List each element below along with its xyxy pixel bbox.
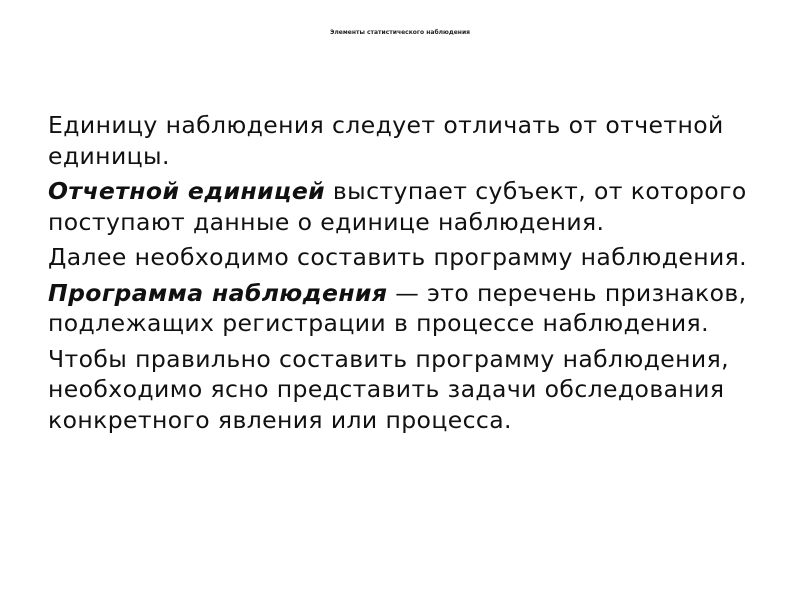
paragraph-reporting-unit [48,176,748,237]
paragraph-program-tasks [48,344,748,436]
slide-title: Элементы статистического наблюдения [330,29,470,36]
paragraph-text: выступает субъект, от которого поступают данные о единице наблюдения. [48,177,747,236]
term-observation-program: Программа наблюдения [48,278,388,307]
paragraph-program-need [48,242,748,273]
paragraph-text: Единицу наблюдения следует отличать от отчетной единицы. [48,111,724,170]
paragraph-observation-unit [48,110,748,171]
slide-body [48,110,748,440]
paragraph-text: Чтобы правильно составить программу наблюдения, необходимо ясно представить задачи обследования конкретного явления или процесса. [48,344,729,434]
term-reporting-unit: Отчетной единицей [48,177,326,205]
paragraph-program-definition [48,278,748,339]
paragraph-text: — это перечень признаков, подлежащих регистрации в процессе наблюдения. [48,278,747,337]
paragraph-text: Далее необходимо составить программу наблюдения. [48,243,748,271]
